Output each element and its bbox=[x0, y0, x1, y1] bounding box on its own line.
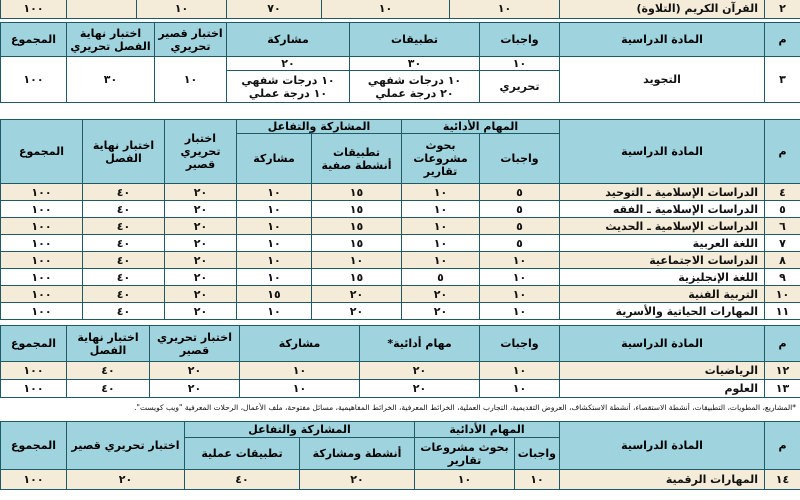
value-cell: ٥ bbox=[402, 269, 480, 286]
total-cell: ١٠٠ bbox=[1, 0, 67, 19]
table-row bbox=[1, 303, 800, 320]
row-number: ٤ bbox=[765, 184, 800, 201]
value-cell bbox=[227, 71, 350, 103]
row-number: ١٠ bbox=[765, 286, 800, 303]
subject-name: الرياضيات bbox=[560, 362, 765, 380]
value-cell: ١٠ bbox=[137, 0, 227, 19]
header-homework: واجبات bbox=[480, 23, 560, 57]
value-cell: ١٥ bbox=[312, 184, 402, 201]
value-cell: ٤٠ bbox=[83, 184, 165, 201]
value-cell: ١٠ bbox=[480, 286, 560, 303]
subject-name: اللغة العربية bbox=[560, 235, 765, 252]
header-total: المجموع bbox=[1, 326, 67, 362]
value-cell: ١٠ bbox=[402, 184, 480, 201]
row-number: ١٢ bbox=[765, 362, 800, 380]
header-practical: تطبيقات عملية bbox=[185, 438, 300, 470]
value-cell: ١٠ bbox=[402, 201, 480, 218]
value-cell: ٥ bbox=[480, 218, 560, 235]
value-cell: ٢٠ bbox=[150, 380, 240, 398]
value-line: ٢٠ درجة عملي bbox=[375, 86, 454, 100]
value-cell: ٢٠ bbox=[165, 269, 237, 286]
value-cell: ٥ bbox=[480, 184, 560, 201]
subject-name: الدراسات الإسلامية ـ التوحيد bbox=[560, 184, 765, 201]
table-row bbox=[1, 252, 800, 269]
header-subject: المادة الدراسية bbox=[560, 23, 765, 57]
subject-name: العلوم bbox=[560, 380, 765, 398]
value-cell: ١٠ bbox=[312, 252, 402, 269]
value-cell: ١٠ bbox=[480, 252, 560, 269]
value-line: ١٠ درجة عملي bbox=[248, 86, 328, 100]
row-number: ٢ bbox=[765, 0, 800, 19]
value-cell: ٢٠ bbox=[360, 362, 480, 380]
header-applications: تطبيقات bbox=[350, 23, 480, 57]
value-cell: ١٠ bbox=[322, 0, 450, 19]
value-cell: ١٠ bbox=[240, 380, 360, 398]
header-short-quiz: اختبار تحريري قصير bbox=[67, 422, 185, 470]
header-short-quiz: اختبار قصير تحريري bbox=[155, 23, 227, 57]
header-final-exam: اختبار نهاية الفصل تحريري bbox=[67, 23, 155, 57]
value-cell: ٥ bbox=[480, 235, 560, 252]
total-cell: ١٠٠ bbox=[1, 201, 83, 218]
header-total: المجموع bbox=[1, 120, 83, 184]
value-cell bbox=[350, 71, 480, 103]
value-cell: ١٠ bbox=[480, 362, 560, 380]
value-cell: ٣٠ bbox=[350, 57, 480, 71]
header-final-exam: اختبار نهاية الفصل bbox=[83, 120, 165, 184]
value-cell: ٣٠ bbox=[67, 57, 155, 103]
value-cell: ٢٠ bbox=[227, 57, 350, 71]
value-cell: ١٠ bbox=[402, 252, 480, 269]
header-homework: واجبات bbox=[515, 438, 560, 470]
table-row bbox=[1, 201, 800, 218]
header-participation: مشاركة bbox=[227, 23, 350, 57]
value-cell: ١٠ bbox=[237, 201, 312, 218]
tajweed-table bbox=[0, 22, 800, 103]
table-row bbox=[1, 362, 800, 380]
total-cell: ١٠٠ bbox=[1, 380, 67, 398]
subject-name: المهارات الحياتية والأسرية bbox=[560, 303, 765, 320]
header-research: بحوث مشروعات تقارير bbox=[415, 438, 515, 470]
value-cell: ١٠ bbox=[237, 218, 312, 235]
header-research: بحوث مشروعات تقارير bbox=[402, 134, 480, 184]
value-cell: ١٠ bbox=[240, 362, 360, 380]
value-cell: ٢٠ bbox=[165, 184, 237, 201]
value-cell: ١٠ bbox=[450, 0, 560, 19]
value-cell: ٢٠ bbox=[300, 470, 415, 490]
value-cell: ٢٠ bbox=[67, 470, 185, 490]
header-perf-tasks: مهام أدائية* bbox=[360, 326, 480, 362]
value-cell: ٤٠ bbox=[83, 252, 165, 269]
digital-skills-table bbox=[0, 421, 800, 490]
value-cell: ٢٠ bbox=[165, 235, 237, 252]
total-cell: ١٠٠ bbox=[1, 57, 67, 103]
subjects-table bbox=[0, 119, 800, 320]
subject-name: اللغة الإنجليزية bbox=[560, 269, 765, 286]
total-cell: ١٠٠ bbox=[1, 470, 67, 490]
header-activities: أنشطة ومشاركة bbox=[300, 438, 415, 470]
row-number: ٣ bbox=[765, 57, 800, 103]
value-cell: ٢٠ bbox=[165, 218, 237, 235]
value-cell: ٢٠ bbox=[165, 286, 237, 303]
value-cell: ٤٠ bbox=[83, 286, 165, 303]
header-subject: المادة الدراسية bbox=[560, 326, 765, 362]
header-short-quiz: اختبار تحريري قصير bbox=[165, 120, 237, 184]
header-num: م bbox=[765, 326, 800, 362]
header-participation: مشاركة bbox=[240, 326, 360, 362]
value-cell: ٢٠ bbox=[402, 303, 480, 320]
header-perf-tasks: المهام الأدائية bbox=[415, 422, 560, 438]
row-number: ٩ bbox=[765, 269, 800, 286]
table-row bbox=[1, 286, 800, 303]
table-row bbox=[1, 380, 800, 398]
value-cell: ٤٠ bbox=[83, 218, 165, 235]
value-cell: ١٠ bbox=[402, 235, 480, 252]
value-cell: ١٠ bbox=[480, 303, 560, 320]
value-line: ١٠ درجات شفهي bbox=[241, 73, 335, 87]
header-total: المجموع bbox=[1, 422, 67, 470]
value-cell: ٢٠ bbox=[360, 380, 480, 398]
table-row bbox=[1, 0, 800, 19]
value-cell: ٢٠ bbox=[402, 286, 480, 303]
value-cell: ٤٠ bbox=[83, 235, 165, 252]
row-number: ٦ bbox=[765, 218, 800, 235]
header-short-quiz: اختبار تحريري قصير bbox=[150, 326, 240, 362]
table-row bbox=[1, 235, 800, 252]
total-cell: ١٠٠ bbox=[1, 184, 83, 201]
subject-name: المهارات الرقمية bbox=[560, 470, 765, 490]
value-cell: ٤٠ bbox=[67, 362, 150, 380]
value-cell: ١٥ bbox=[312, 201, 402, 218]
value-cell: ١٠ bbox=[415, 470, 515, 490]
value-cell: ١٠ bbox=[402, 218, 480, 235]
total-cell: ١٠٠ bbox=[1, 286, 83, 303]
header-perf-tasks: المهام الأدائية bbox=[402, 120, 560, 134]
value-line: ١٠ درجات شفهي bbox=[367, 73, 462, 87]
value-cell: ١٥ bbox=[312, 218, 402, 235]
header-interaction: المشاركة والتفاعل bbox=[237, 120, 402, 134]
table-row bbox=[1, 218, 800, 235]
header-class-activities: تطبيقات أنشطة صفية bbox=[312, 134, 402, 184]
row-number: ٨ bbox=[765, 252, 800, 269]
value-cell: ٢٠ bbox=[165, 201, 237, 218]
value-cell: ٧٠ bbox=[227, 0, 322, 19]
header-homework: واجبات bbox=[480, 134, 560, 184]
value-cell: ١٥ bbox=[237, 286, 312, 303]
header-interaction: المشاركة والتفاعل bbox=[185, 422, 415, 438]
header-num: م bbox=[765, 120, 800, 184]
total-cell: ١٠٠ bbox=[1, 269, 83, 286]
value-cell: ٥ bbox=[480, 201, 560, 218]
header-subject: المادة الدراسية bbox=[560, 422, 765, 470]
header-homework: واجبات bbox=[480, 326, 560, 362]
total-cell: ١٠٠ bbox=[1, 362, 67, 380]
row-number: ١٤ bbox=[765, 470, 800, 490]
value-cell: ١٠ bbox=[237, 303, 312, 320]
row-number: ١١ bbox=[765, 303, 800, 320]
value-cell: ٢٠ bbox=[312, 303, 402, 320]
subject-name: التربية الفنية bbox=[560, 286, 765, 303]
value-cell: ١٠ bbox=[237, 252, 312, 269]
value-cell: ٢٠ bbox=[165, 303, 237, 320]
table-row bbox=[1, 470, 800, 490]
subject-name: الدراسات الإسلامية ـ الفقه bbox=[560, 201, 765, 218]
value-cell: ٤٠ bbox=[83, 303, 165, 320]
header-participation: مشاركة bbox=[237, 134, 312, 184]
row-number: ٧ bbox=[765, 235, 800, 252]
value-cell: ١٠ bbox=[155, 57, 227, 103]
value-cell: ٢٠ bbox=[150, 362, 240, 380]
value-cell: ١٠ bbox=[480, 57, 560, 71]
total-cell: ١٠٠ bbox=[1, 218, 83, 235]
value-cell: ١٠ bbox=[237, 235, 312, 252]
value-cell: ٤٠ bbox=[67, 380, 150, 398]
header-num: م bbox=[765, 23, 800, 57]
value-cell: ٤٠ bbox=[83, 269, 165, 286]
value-cell bbox=[67, 0, 137, 19]
total-cell: ١٠٠ bbox=[1, 303, 83, 320]
top-table bbox=[0, 0, 800, 19]
value-cell: ١٥ bbox=[312, 269, 402, 286]
header-total: المجموع bbox=[1, 23, 67, 57]
row-number: ١٣ bbox=[765, 380, 800, 398]
total-cell: ١٠٠ bbox=[1, 252, 83, 269]
value-cell: ١٠ bbox=[480, 269, 560, 286]
header-subject: المادة الدراسية bbox=[560, 120, 765, 184]
value-cell: تحريري bbox=[480, 71, 560, 103]
value-cell: ١٠ bbox=[515, 470, 560, 490]
table-row bbox=[1, 269, 800, 286]
total-cell: ١٠٠ bbox=[1, 235, 83, 252]
table-row bbox=[1, 184, 800, 201]
subject-name: القرآن الكريم (التلاوة) bbox=[560, 0, 765, 19]
header-final-exam: اختبار نهاية الفصل bbox=[67, 326, 150, 362]
value-cell: ١٥ bbox=[312, 235, 402, 252]
value-cell: ٤٠ bbox=[185, 470, 300, 490]
value-cell: ١٠ bbox=[480, 380, 560, 398]
value-cell: ١٠ bbox=[237, 269, 312, 286]
footnote: *المشاريع، المطويات، التطبيقات، أنشطة الاستقصاء، أنشطة الاستكشاف، العروض التقديمية، التجارب العملية، الخرائط المعرفية، الخرائط المفاهيمية، مسائل مفتوحة، ملف الأعمال، الرحلات المعرفية "ويب كويست". bbox=[134, 403, 796, 412]
header-num: م bbox=[765, 422, 800, 470]
row-number: ٥ bbox=[765, 201, 800, 218]
subject-name: الدراسات الإسلامية ـ الحديث bbox=[560, 218, 765, 235]
value-cell: ٢٠ bbox=[165, 252, 237, 269]
value-cell: ٢٠ bbox=[312, 286, 402, 303]
value-cell: ١٠ bbox=[237, 184, 312, 201]
subject-name: التجويد bbox=[560, 57, 765, 103]
subject-name: الدراسات الاجتماعية bbox=[560, 252, 765, 269]
value-cell: ٤٠ bbox=[83, 201, 165, 218]
math-science-table bbox=[0, 325, 800, 398]
